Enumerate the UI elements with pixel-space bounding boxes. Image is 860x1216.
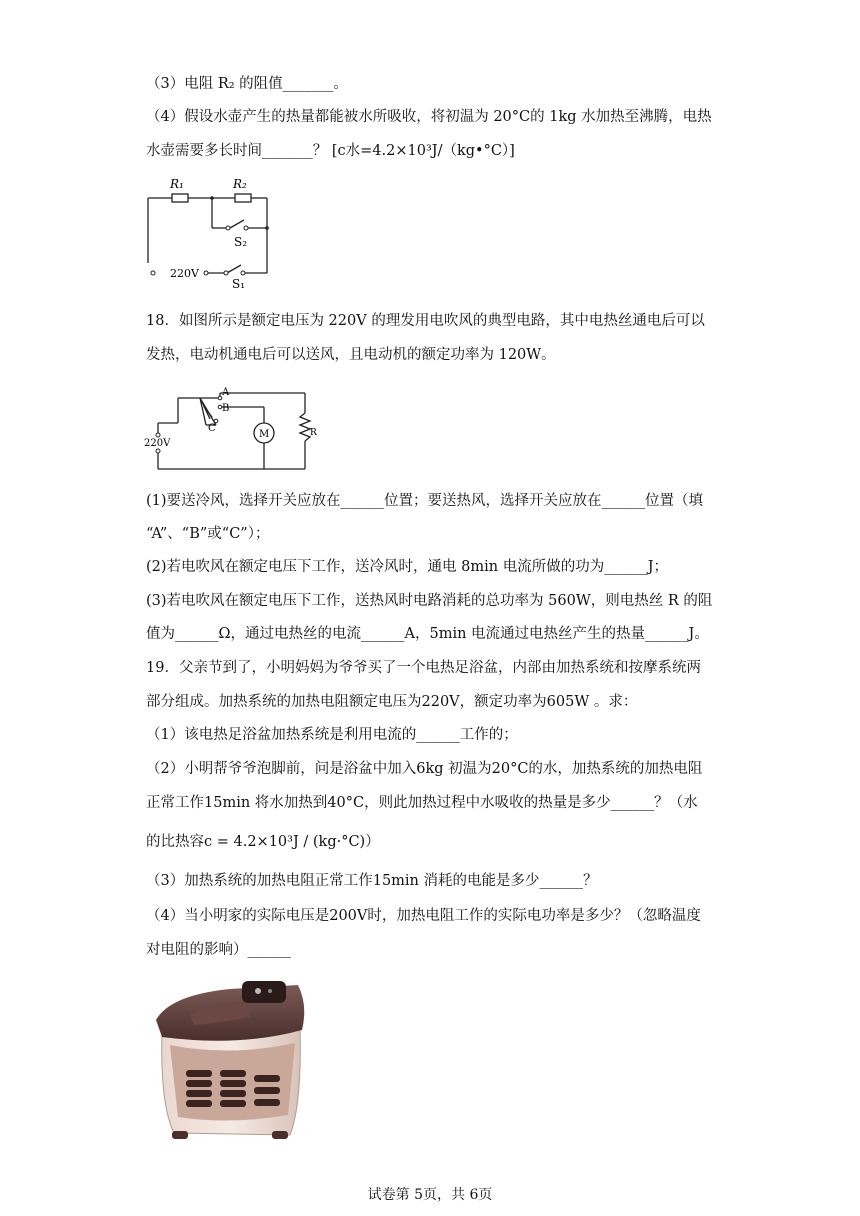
q18-intro-line2: 发热，电动机通电后可以送风，且电动机的额定功率为 120W。 xyxy=(146,347,556,363)
page-footer: 试卷第 5页，共 6页 xyxy=(367,1187,493,1203)
q19-part4-line1: （4）当小明家的实际电压是200V时，加热电阻工作的实际电功率是多少？（忽略温度 xyxy=(146,908,701,924)
voltage-label: 220V xyxy=(144,438,171,449)
q19-part2-line2: 正常工作15min 将水加热到40°C，则此加热过程中水吸收的热量是多少______？（水 xyxy=(146,795,698,811)
switch-label-b: B xyxy=(222,403,230,414)
s2-label: S₂ xyxy=(234,235,248,249)
switch-label-a: A xyxy=(222,387,230,398)
foot-bath-image xyxy=(150,975,310,1145)
q17-part4-line2: 水壶需要多长时间_______？ [c水=4.2×10³J/（kg•°C）] xyxy=(146,143,515,159)
q18-circuit-diagram xyxy=(140,385,315,475)
voltage-label: 220V xyxy=(170,267,199,280)
r1-resistor xyxy=(172,194,188,202)
q18-part1-line1: (1)要送冷风，选择开关应放在______位置；要送热风，选择开关应放在______位置（填 xyxy=(146,493,704,509)
q17-circuit-diagram xyxy=(140,173,275,291)
resistor-label: R xyxy=(310,428,317,438)
motor-label: M xyxy=(259,429,270,440)
r-heater xyxy=(300,413,310,441)
q19-part2-line3: 的比热容c = 4.2×10³J / (kg·°C)） xyxy=(146,834,380,850)
q19-part1: （1）该电热足浴盆加热系统是利用电流的______工作的； xyxy=(146,727,518,743)
q18-part2: (2)若电吹风在额定电压下工作，送冷风时，通电 8min 电流所做的功为______J； xyxy=(146,559,669,575)
q19-intro-line2: 部分组成。加热系统的加热电阻额定电压为220V，额定功率为605W 。求： xyxy=(146,694,638,710)
r2-resistor xyxy=(235,194,251,202)
q17-part3: （3）电阻 R₂ 的阻值_______。 xyxy=(146,76,348,92)
s1-label: S₁ xyxy=(232,277,246,291)
q19-intro-line1: 19．父亲节到了，小明妈妈为爷爷买了一个电热足浴盆，内部由加热系统和按摩系统两 xyxy=(146,660,701,676)
q18-part3-line2: 值为______Ω，通过电热丝的电流______A，5min 电流通过电热丝产生的热量______J。 xyxy=(146,626,709,642)
r1-label: R₁ xyxy=(170,177,184,191)
switch-label-c: C xyxy=(208,423,216,434)
q19-part3: （3）加热系统的加热电阻正常工作15min 消耗的电能是多少______？ xyxy=(146,873,598,889)
q18-part1-line2: “A”、“B”或“C”）； xyxy=(146,526,270,542)
q17-part4-line1: （4）假设水壶产生的热量都能被水所吸收，将初温为 20°C的 1kg 水加热至沸腾，电热 xyxy=(146,109,712,125)
r2-label: R₂ xyxy=(233,177,247,191)
q19-part4-line2: 对电阻的影响）______ xyxy=(146,942,291,958)
q19-part2-line1: （2）小明帮爷爷泡脚前，问是浴盆中加入6kg 初温为20°C的水，加热系统的加热电阻 xyxy=(146,761,703,777)
q18-part3-line1: (3)若电吹风在额定电压下工作，送热风时电路消耗的总功率为 560W，则电热丝 R 的阻 xyxy=(146,593,713,609)
q18-intro-line1: 18．如图所示是额定电压为 220V 的理发用电吹风的典型电路，其中电热丝通电后可以 xyxy=(146,313,705,329)
